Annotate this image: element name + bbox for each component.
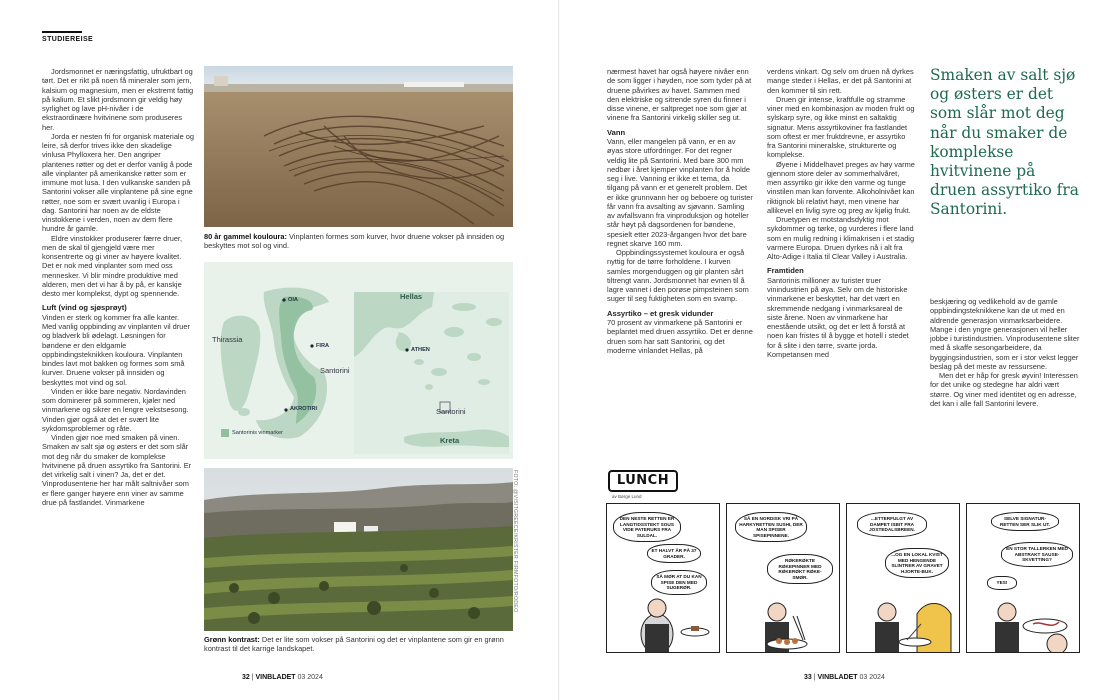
pull-quote: Smaken av salt sjø og østers er det som slår mot deg når du smaker de komplekse hvitvinene på druen assyrtiko fra Santorini. <box>930 66 1079 219</box>
speech-bubble: ET HALVT ÅR PÅ 37 GRADER. <box>647 544 701 563</box>
subheading: Luft (vind og sjøsprøyt) <box>42 303 127 313</box>
right-body-column-1 <box>607 67 753 355</box>
kouloura-illustration <box>204 66 513 227</box>
magazine-name: VINBLADET <box>817 674 858 681</box>
body-paragraph: Santorinis millioner av turister truer vinindustrien på øya. Selv om de historiske vinmarkene er beskyttet, har det vært en skremmende nedgang i vinmarksareal de siste årene. Noen av vinmarkene har enestående utsikt, og det er lett å forstå at noen kan fristes til å bygge et hotell i stedet for å slite i den tørre, svarte jorda. Kompetansen med <box>767 275 909 359</box>
page-folio-right: 33 | VINBLADET 03 2024 <box>804 674 885 681</box>
body-paragraph: Vann, eller mangelen på vann, er en av øyas store utfordringer. For det regner veldig lite på Santorini. Med bare 300 mm nedbør i året kjemper vinplanten for å holde seg i live. Vanning er ikke et tema, da tilgang på vann er et generelt problem. Det er ikke grunnvann her og beboere og turister får vann fra avsalting av sjøvann. Samling av avfallsvann fra vinproduksjon og hoteller står høyt på dagsordenen for bøndene, spesielt etter 2023-årgangen hvor det bare regnet skarve 160 mm. <box>607 137 753 248</box>
caption-title: 80 år gammel kouloura: <box>204 232 287 241</box>
vineyard-caption <box>204 635 513 654</box>
right-body-column-3 <box>930 297 1080 408</box>
subheading: Assyrtiko – et gresk vidunder <box>607 308 714 318</box>
kouloura-caption <box>204 232 513 251</box>
speech-bubble: ...OG EN LOKAL KVIST MED HENGENDE SLINTRER AV GRAVET HJORTE-BUK. <box>885 548 949 578</box>
left-body-column <box>42 67 194 507</box>
section-label: STUDIEREISE <box>42 36 94 43</box>
map-label-thirassia: Thirassia <box>212 335 243 344</box>
comic-logo: LUNCH <box>608 470 678 492</box>
caption-text: Det er lite som vokser på Santorini og det er vinplantene som gir en grønn kontrast til det karrige landskapet. <box>204 635 504 654</box>
lunch-comic-strip <box>600 470 1080 655</box>
map-label-hellas: Hellas <box>400 292 423 301</box>
body-paragraph: Jorda er nesten fri for organisk materiale og leire, så derfor trives ikke den skadelige vinlusa Phylloxera her. Den angriper plantenes røtter og det er derfor vanlig å pode alle vinplanter på amerikanske røtter som er immune mot lusa. I den vulkanske sanden på Santorini vokser alle vinplantene på sine egne røtter, noe som er svært uvanlig i Europa i dag. Santorini har noen av de eldste vinstokkene i verden, noen av dem flere hundre år gamle. <box>42 131 194 234</box>
body-paragraph: Druetypen er motstandsdyktig mot sykdommer og tørke, og vurderes i flere land som en mulig redning i klimakrisen i et stadig varmere Europa. Druen dyrkes nå i alt fra Alto-Adige i Italia til Clear Valley i Australia. <box>767 215 915 261</box>
comic-panel-4 <box>966 503 1080 653</box>
speech-bubble: DEN NESTE RETTEN ER LANGTIDSSTEKT SOUS VIDE PATERURS FRA SULDAL. <box>613 512 681 542</box>
body-paragraph: Vinden gjør noe med smaken på vinen. Smaken av salt sjø og østers er det som slår mot deg når du smaker de komplekse hvitvinene på druen assyrtiko fra Santorini. Er det virkelig salt i vinen? Ja, det er det. Vinprodusentene her har målt saltnivåer som er flere ganger høyere enn viner av samme drue på fastlandet. Vinmarkene <box>42 433 192 507</box>
map-label-fira: FIRA <box>316 343 330 349</box>
speech-bubble: SELVE SIGNATUR-RETTEN SER SLIK UT. <box>991 512 1059 531</box>
map-label-kreta: Kreta <box>440 436 460 445</box>
body-paragraph: Eldre vinstokker produserer færre druer, men de skal til gjengjeld være mer konsentrerte og gi viner av høyere kvalitet. Det er nok med vinplanter som med oss mennesker. Vi blir mindre produktive med alderen, men det vi har å by på, er kanskje desto mer komplekst, dypt og spennende. <box>42 233 183 298</box>
body-paragraph: beskjæring og vedlikehold av de gamle oppbindingsteknikkene kan dø ut med en aldrende generasjon vinmarksarbeidere. Mange i den yngre generasjonen vil heller jobbe i turistindustrien. Vinprodusentene sliter med å skaffe sesongarbeidere, da byggingsindustrien, som er i stor vekst legger beslag på det meste av ressursene. <box>930 297 1080 371</box>
page-number: 33 <box>804 674 812 681</box>
magazine-name: VINBLADET <box>255 674 296 681</box>
issue-label: 03 2024 <box>859 674 885 681</box>
caption-text: Vinplanten formes som kurver, hvor druene vokser på innsiden og beskyttes mot sol og vind. <box>204 232 505 251</box>
speech-bubble: ...ETTERFULGT AV DAMPET ISBIT FRA JOSTEDALSBREEN. <box>857 512 927 537</box>
body-paragraph: Jordsmonnet er næringsfattig, ufruktbart og tørt. Det er rikt på noen få mineraler som jern, kalsium og magnesium, men er ekstremt fattig på kalium. Et slikt jordsmonn gir veldig høy syrlighet og lave pH-nivåer i de ekstraordinære hvitvinene som produseres her. <box>42 67 194 132</box>
body-paragraph: Vinden er ikke bare negativ. Nordavinden som dominerer på sommeren, kjøler ned vinmarkene og sikrer en lengre vekstsesong. Vinden gjør også at det er svært lite sykdomsproblemer og råte. <box>42 386 189 433</box>
body-paragraph: Druen gir intense, kraftfulle og stramme viner med en kombinasjon av moden frukt og sylskarp syre, og ikke minst en saltaktig signatur. Mens assyrtikoviner fra fastlandet som oftest er mer fruktdrevne, er assyrtiko fra Santorini mineralske, strukturerte og komplekse. <box>767 94 915 160</box>
map-label-oia: OIA <box>288 297 298 303</box>
speech-bubble: SÅ MØR AT DU KAN SPISE DEN MED SUGERØR. <box>651 570 707 595</box>
photo-credit: FOTO: @VISITGREECE/KRISTER FIRMFOTO/RODEO <box>512 470 518 613</box>
body-paragraph: Oppbindingssystemet kouloura er også nyttig for de tørre forholdene. I kurven samles morgenduggen og gir planten sårt tiltrengt vann. Jordsmonnet har evnen til å lagre vannet i den porøse pimpsteinen som suger til seg fuktigheten som en svamp. <box>607 248 749 304</box>
vineyard-photo <box>204 468 513 631</box>
map-legend: Santorinis vinmarker <box>232 430 283 436</box>
body-paragraph: Øyene i Middelhavet preges av høy varme gjennom store deler av sommerhalvåret, men assyrtiko gir ikke den varme og tunge vinstilen man kan forvente. Alkoholnivået kan riktignok bli relativt høyt, men vinene har allikevel en livlig syre og preg av kjølig frukt. <box>767 159 915 215</box>
body-paragraph: Vinden er sterk og kommer fra alle kanter. Med vanlig oppbinding av vinplanten vil druer og bladverk bli ødelagt. Løsningen for bøndene er den eldgamle oppbindingsteknikken kouloura. Vinplanten bindes lavt mot bakken og formes som små kurver. Druene vokser på innsiden og beskyttes mot vind og sol. <box>42 312 190 387</box>
comic-panel-1 <box>606 503 720 653</box>
right-body-column-2 <box>767 67 915 359</box>
speech-bubble: RØKERØKTE RØKEPINNER MED RØKERØKT RØKE-SMØR. <box>767 554 833 584</box>
map-label-santorini-inset: Santorini <box>436 407 466 416</box>
santorini-map <box>204 262 513 459</box>
body-paragraph: 70 prosent av vinmarkene på Santorini er beplantet med druen assyrtiko. Det er denne druen som har satt Santorini, og det moderne vinlandet Hellas, på <box>607 318 753 355</box>
page-folio-left: 32 | VINBLADET 03 2024 <box>242 674 323 681</box>
map-label-athen: ATHEN <box>411 347 430 353</box>
comic-panel-2 <box>726 503 840 653</box>
map-label-akrotiri: AKROTIRI <box>290 406 318 412</box>
comic-byline: av Børge Lund <box>612 494 642 499</box>
speech-bubble: SÅ EN NORDISK VRI PÅ HARKYRETTEN SUSHI, DER MAN SPISER SPISEPINNENE. <box>735 512 807 542</box>
body-paragraph: verdens vinkart. Og selv om druen nå dyrkes mange steder i Hellas, er det på Santorini at den kommer til sin rett. <box>767 67 914 95</box>
subheading: Vann <box>607 127 626 137</box>
speech-bubble: YES! <box>987 576 1017 590</box>
vineyard-illustration <box>204 468 513 631</box>
page-number: 32 <box>242 674 250 681</box>
subheading: Framtiden <box>767 266 804 276</box>
issue-label: 03 2024 <box>297 674 323 681</box>
kouloura-photo <box>204 66 513 227</box>
speech-bubble: EN STOR TALLERKEN MED ABSTRAKT SAUSE-SKVETTING? <box>1001 542 1073 567</box>
map-label-santorini: Santorini <box>320 366 350 375</box>
caption-title: Grønn kontrast: <box>204 635 260 644</box>
body-paragraph: Men det er håp for gresk øyvin! Interessen for det unike og stedegne har aldri vært større. Og viner med identitet og en adresse, det kan i alle fall Santorini levere. <box>930 371 1078 408</box>
comic-panel-3 <box>846 503 960 653</box>
body-paragraph: nærmest havet har også høyere nivåer enn de som ligger i høyden, noe som tyder på at druene påvirkes av havet. Sammen med den elektriske og sitrende syren du finner i disse vinene, er saltpreget noe som gjør at vinene fra Santorini virkelig skiller seg ut. <box>607 67 752 123</box>
